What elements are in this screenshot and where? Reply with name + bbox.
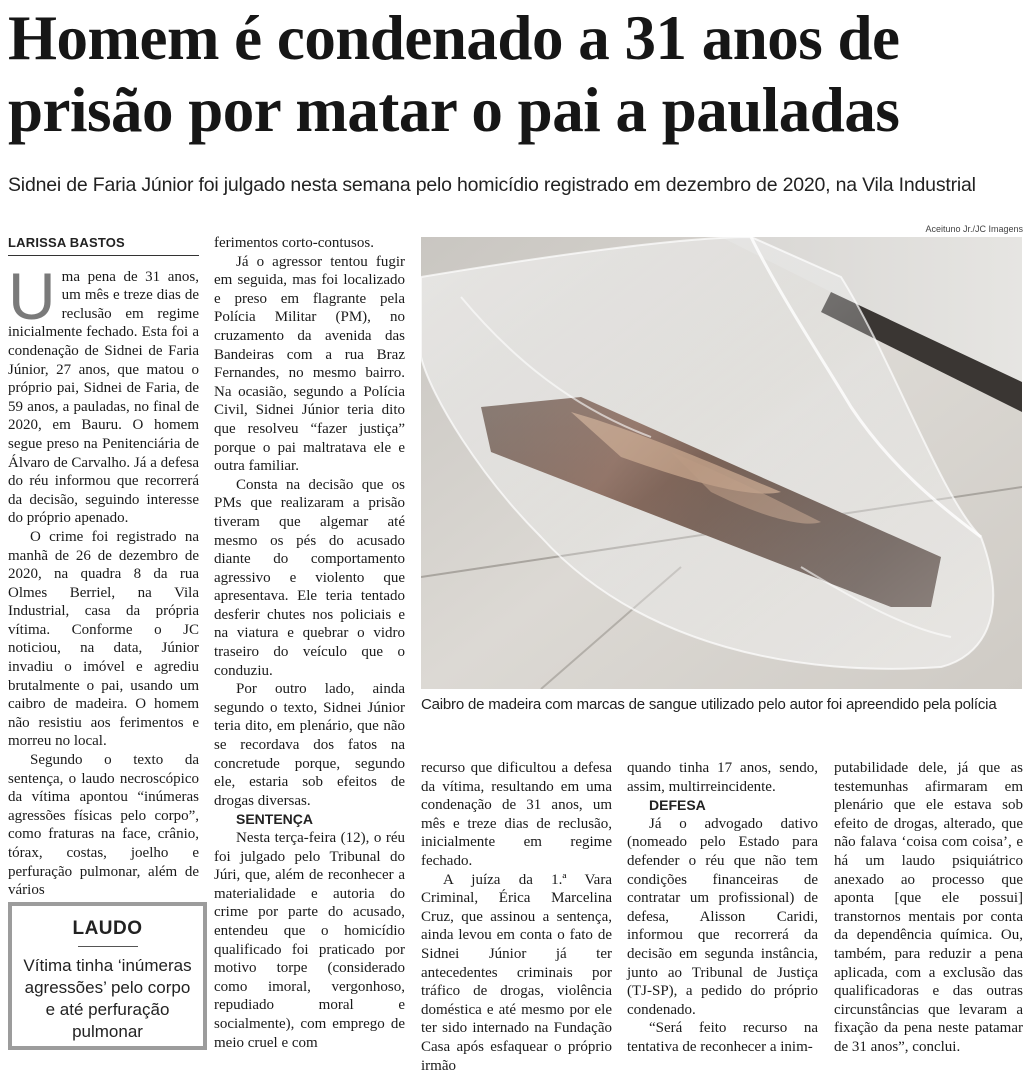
article-paragraph: recurso que dificultou a defesa da vítima, resultando em uma condenação de 31 anos, um mês e treze dias de reclusão, inicialmente em regime fechado. [421,760,612,869]
article-column-4 [627,759,818,1057]
article-column-5 [834,759,1023,1057]
article-paragraph: Nesta terça-feira (12), o réu foi julgado pelo Tribunal do Júri, que, além de reconhecer a materialidade e autoria do crime por parte do acusado, entendeu que o homicídio qualificado foi praticado por motivo torpe (considerado como imoral, vergonhoso, repudiado moral e socialmente), com emprego de meio cruel e com [214,830,405,1051]
pull-quote-title: LAUDO [72,918,143,939]
article-column-3 [421,759,612,1075]
subheadline: Sidnei de Faria Júnior foi julgado nesta semana pelo homicídio registrado em dezembro de 2020, na Vila Industrial [8,174,976,196]
article-paragraph: A juíza da 1.ª Vara Criminal, Érica Marcelina Cruz, que assinou a sentença, ainda levou em conta o fato de Sidnei Júnior já ter antecedentes criminais por tráfico de drogas, violência doméstica e até mesmo por ele ter sido internado na Fundação Casa após esfaquear o próprio irmão [421,871,612,1074]
article-column-1 [8,234,199,900]
photo-credit: Aceituno Jr./JC Imagens [925,224,1023,234]
article-paragraph: Já o advogado dativo (nomeado pelo Estado para defender o réu que não tem condições financeiras de contratar um profissional) de defesa, Alisson Caridi, informou que recorrerá da decisão em segunda instância, junto ao Tribunal de Justiça (TJ-SP), a pedido do próprio condenado. [627,815,818,1018]
article-paragraph: ferimentos corto-contusos. [214,235,374,251]
article-paragraph: putabilidade dele, já que as testemunhas afirmaram em plenário que ele estava sob efeito de drogas, alterado, que não falava ‘coisa com coisa’, e há um laudo psiquiátrico anexado ao processo que aponta [que ele possui] transtornos mentais por conta da dependência química. Ou, também, para reduzir a pena aplicada, com a exclusão das qualificadoras e das outras circunstâncias que levaram a fixação da pena neste patamar de 31 anos”, conclui. [834,760,1023,1055]
article-paragraph: Já o agressor tentou fugir em seguida, mas foi localizado e preso em flagrante pela Polícia Militar (PM), no cruzamento da avenida das Bandeiras com a rua Braz Fernandes, no mesmo bairro. Na ocasião, segundo a Polícia Civil, Sidnei Júnior teria dito que resolveu “fazer justiça” porque o pai maltratava ele e outra familiar. [214,253,405,475]
article-paragraph: O crime foi registrado na manhã de 26 de dezembro de 2020, na quadra 8 da rua Olmes Berriel, na Vila Industrial, casa da própria vítima. Conforme o JC noticiou, na data, Júnior invadiu o imóvel e agrediu brutalmente o pai, usando um caibro de madeira. O homem não resistiu aos ferimentos e morreu no local. [8,528,199,750]
article-photo [421,237,1022,689]
article-paragraph: Consta na decisão que os PMs que realizaram a prisão tiveram que algemar até mesmo os pés do acusado diante do comportamento agressivo e violento que apresentava. Ele teria tentado desferir chutes nos policiais e na viatura e quebrar o vidro traseiro do veículo que o conduziu. [214,476,405,679]
headline [8,2,1024,146]
pull-quote-text: Vítima tinha ‘inúmeras agressões’ pelo corpo e até perfuração pulmonar [23,956,192,1041]
article-column-2 [214,234,405,1052]
headline-line-2: prisão por matar o pai a pauladas [8,75,900,145]
pull-quote-divider [78,946,138,947]
wooden-beam-photo [421,237,1022,689]
article-paragraph: “Será feito recurso na tentativa de reconhecer a inim- [627,1020,818,1055]
article-paragraph: Por outro lado, ainda segundo o texto, Sidnei Júnior teria dito, em plenário, que não se recordava dos fatos na concretude porque, segundo ele, estaria sob efeitos de drogas diversas. [214,681,405,809]
headline-line-1: Homem é condenado a 31 anos de [8,3,900,73]
article-paragraph: Segundo o texto da sentença, o laudo necroscópico da vítima apontou “inúmeras agressões físicas pelo corpo”, como fraturas na face, crânio, tórax, costas, joelho e perfuração pulmonar, além de vários [8,752,199,899]
article-paragraph: quando tinha 17 anos, sendo, assim, multirreincidente. [627,760,818,795]
drop-cap: U [8,258,56,333]
byline: LARISSA BASTOS [8,234,199,256]
section-subtitle-sentenca: SENTENÇA [236,811,314,828]
article-paragraph: Uma pena de 31 anos, um mês e treze dias de reclusão em regime inicialmente fechado. Esta foi a condenação de Sidnei de Faria Júnior, 27 anos, que matou o próprio pai, Sidnei de Faria, de 59 anos, a pauladas, no final de 2020, em Bauru. O homem segue preso na Penitenciária de Álvaro de Carvalho. Já a defesa do réu informou que recorrerá da decisão, seguindo interesse do próprio apenado. [8,258,199,527]
section-subtitle-defesa: DEFESA [649,797,706,814]
pull-quote-box [8,902,207,1050]
photo-caption: Caibro de madeira com marcas de sangue utilizado pelo autor foi apreendido pela polícia [421,696,997,713]
